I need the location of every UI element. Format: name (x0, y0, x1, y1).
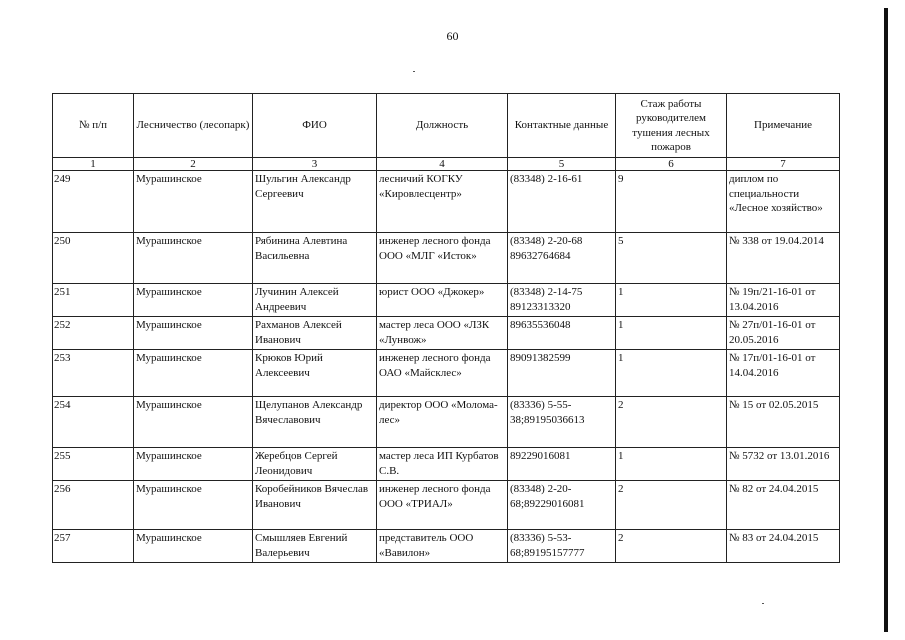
table-row (53, 397, 840, 448)
experience-cell: 1 (616, 284, 727, 317)
note-cell: № 82 от 24.04.2015 (727, 481, 840, 530)
experience-cell: 2 (616, 397, 727, 448)
position-cell: лесничий КОГКУ «Кировлесцентр» (377, 171, 508, 233)
contact-cell: (83348) 2-14-75 89123313320 (508, 284, 616, 317)
header-cell: ФИО (253, 94, 377, 158)
forestry-cell: Мурашинское (134, 481, 253, 530)
note-cell: № 5732 от 13.01.2016 (727, 448, 840, 481)
column-number: 6 (616, 158, 727, 171)
page-edge-bar (884, 8, 888, 632)
header-cell: Стаж работы руководителем тушения лесных пожаров (616, 94, 727, 158)
full-name-cell: Рахманов Алексей Иванович (253, 317, 377, 350)
forest-fire-managers-table (52, 93, 840, 563)
full-name-cell: Лучинин Алексей Андреевич (253, 284, 377, 317)
experience-cell: 2 (616, 481, 727, 530)
column-number: 7 (727, 158, 840, 171)
row-number: 256 (53, 481, 134, 530)
table-row (53, 481, 840, 530)
full-name-cell: Рябинина Алевтина Васильевна (253, 233, 377, 284)
contact-cell: (83336) 5-53-68;89195157777 (508, 530, 616, 563)
position-cell: инженер лесного фонда ООО «МЛГ «Исток» (377, 233, 508, 284)
position-cell: инженер лесного фонда ООО «ТРИАЛ» (377, 481, 508, 530)
contact-cell: 89635536048 (508, 317, 616, 350)
position-cell: представитель ООО «Вавилон» (377, 530, 508, 563)
experience-cell: 1 (616, 317, 727, 350)
full-name-cell: Жеребцов Сергей Леонидович (253, 448, 377, 481)
column-number: 4 (377, 158, 508, 171)
forestry-cell: Мурашинское (134, 171, 253, 233)
note-cell: № 338 от 19.04.2014 (727, 233, 840, 284)
table-row (53, 530, 840, 563)
experience-cell: 1 (616, 448, 727, 481)
column-number: 1 (53, 158, 134, 171)
full-name-cell: Коробейников Вячеслав Иванович (253, 481, 377, 530)
header-cell: Лесничество (лесопарк) (134, 94, 253, 158)
contact-cell: (83336) 5-55-38;89195036613 (508, 397, 616, 448)
position-cell: инженер лесного фонда ОАО «Майсклес» (377, 350, 508, 397)
scan-speck (762, 603, 764, 604)
header-cell: Примечание (727, 94, 840, 158)
row-number: 251 (53, 284, 134, 317)
position-cell: мастер леса ООО «ЛЗК «Лунвож» (377, 317, 508, 350)
forestry-cell: Мурашинское (134, 350, 253, 397)
full-name-cell: Крюков Юрий Алексеевич (253, 350, 377, 397)
column-number: 5 (508, 158, 616, 171)
position-cell: директор ООО «Молома-лес» (377, 397, 508, 448)
contact-cell: (83348) 2-20-68 89632764684 (508, 233, 616, 284)
contact-cell: 89229016081 (508, 448, 616, 481)
full-name-cell: Смышляев Евгений Валерьевич (253, 530, 377, 563)
forestry-cell: Мурашинское (134, 317, 253, 350)
note-cell: № 27п/01-16-01 от 20.05.2016 (727, 317, 840, 350)
note-cell: № 83 от 24.04.2015 (727, 530, 840, 563)
row-number: 257 (53, 530, 134, 563)
header-cell: № п/п (53, 94, 134, 158)
column-number-row (53, 158, 840, 171)
table-row (53, 448, 840, 481)
note-cell: № 19п/21-16-01 от 13.04.2016 (727, 284, 840, 317)
table-row (53, 284, 840, 317)
experience-cell: 9 (616, 171, 727, 233)
table-row (53, 171, 840, 233)
scan-speck (413, 71, 415, 72)
row-number: 252 (53, 317, 134, 350)
full-name-cell: Шульгин Александр Сергеевич (253, 171, 377, 233)
forestry-cell: Мурашинское (134, 397, 253, 448)
position-cell: юрист ООО «Джокер» (377, 284, 508, 317)
column-number: 3 (253, 158, 377, 171)
forestry-cell: Мурашинское (134, 284, 253, 317)
experience-cell: 2 (616, 530, 727, 563)
row-number: 249 (53, 171, 134, 233)
position-cell: мастер леса ИП Курбатов С.В. (377, 448, 508, 481)
table-row (53, 317, 840, 350)
header-cell: Контактные данные (508, 94, 616, 158)
note-cell: № 17п/01-16-01 от 14.04.2016 (727, 350, 840, 397)
forestry-cell: Мурашинское (134, 530, 253, 563)
row-number: 250 (53, 233, 134, 284)
table-row (53, 350, 840, 397)
forestry-cell: Мурашинское (134, 448, 253, 481)
contact-cell: (83348) 2-16-61 (508, 171, 616, 233)
contact-cell: (83348) 2-20-68;89229016081 (508, 481, 616, 530)
header-cell: Должность (377, 94, 508, 158)
table-row (53, 233, 840, 284)
contact-cell: 89091382599 (508, 350, 616, 397)
row-number: 254 (53, 397, 134, 448)
experience-cell: 1 (616, 350, 727, 397)
full-name-cell: Щелупанов Александр Вячеславович (253, 397, 377, 448)
header-row (53, 94, 840, 158)
forestry-cell: Мурашинское (134, 233, 253, 284)
column-number: 2 (134, 158, 253, 171)
row-number: 255 (53, 448, 134, 481)
experience-cell: 5 (616, 233, 727, 284)
row-number: 253 (53, 350, 134, 397)
note-cell: диплом по специальности «Лесное хозяйство» (727, 171, 840, 233)
page-number: 60 (446, 29, 459, 43)
note-cell: № 15 от 02.05.2015 (727, 397, 840, 448)
